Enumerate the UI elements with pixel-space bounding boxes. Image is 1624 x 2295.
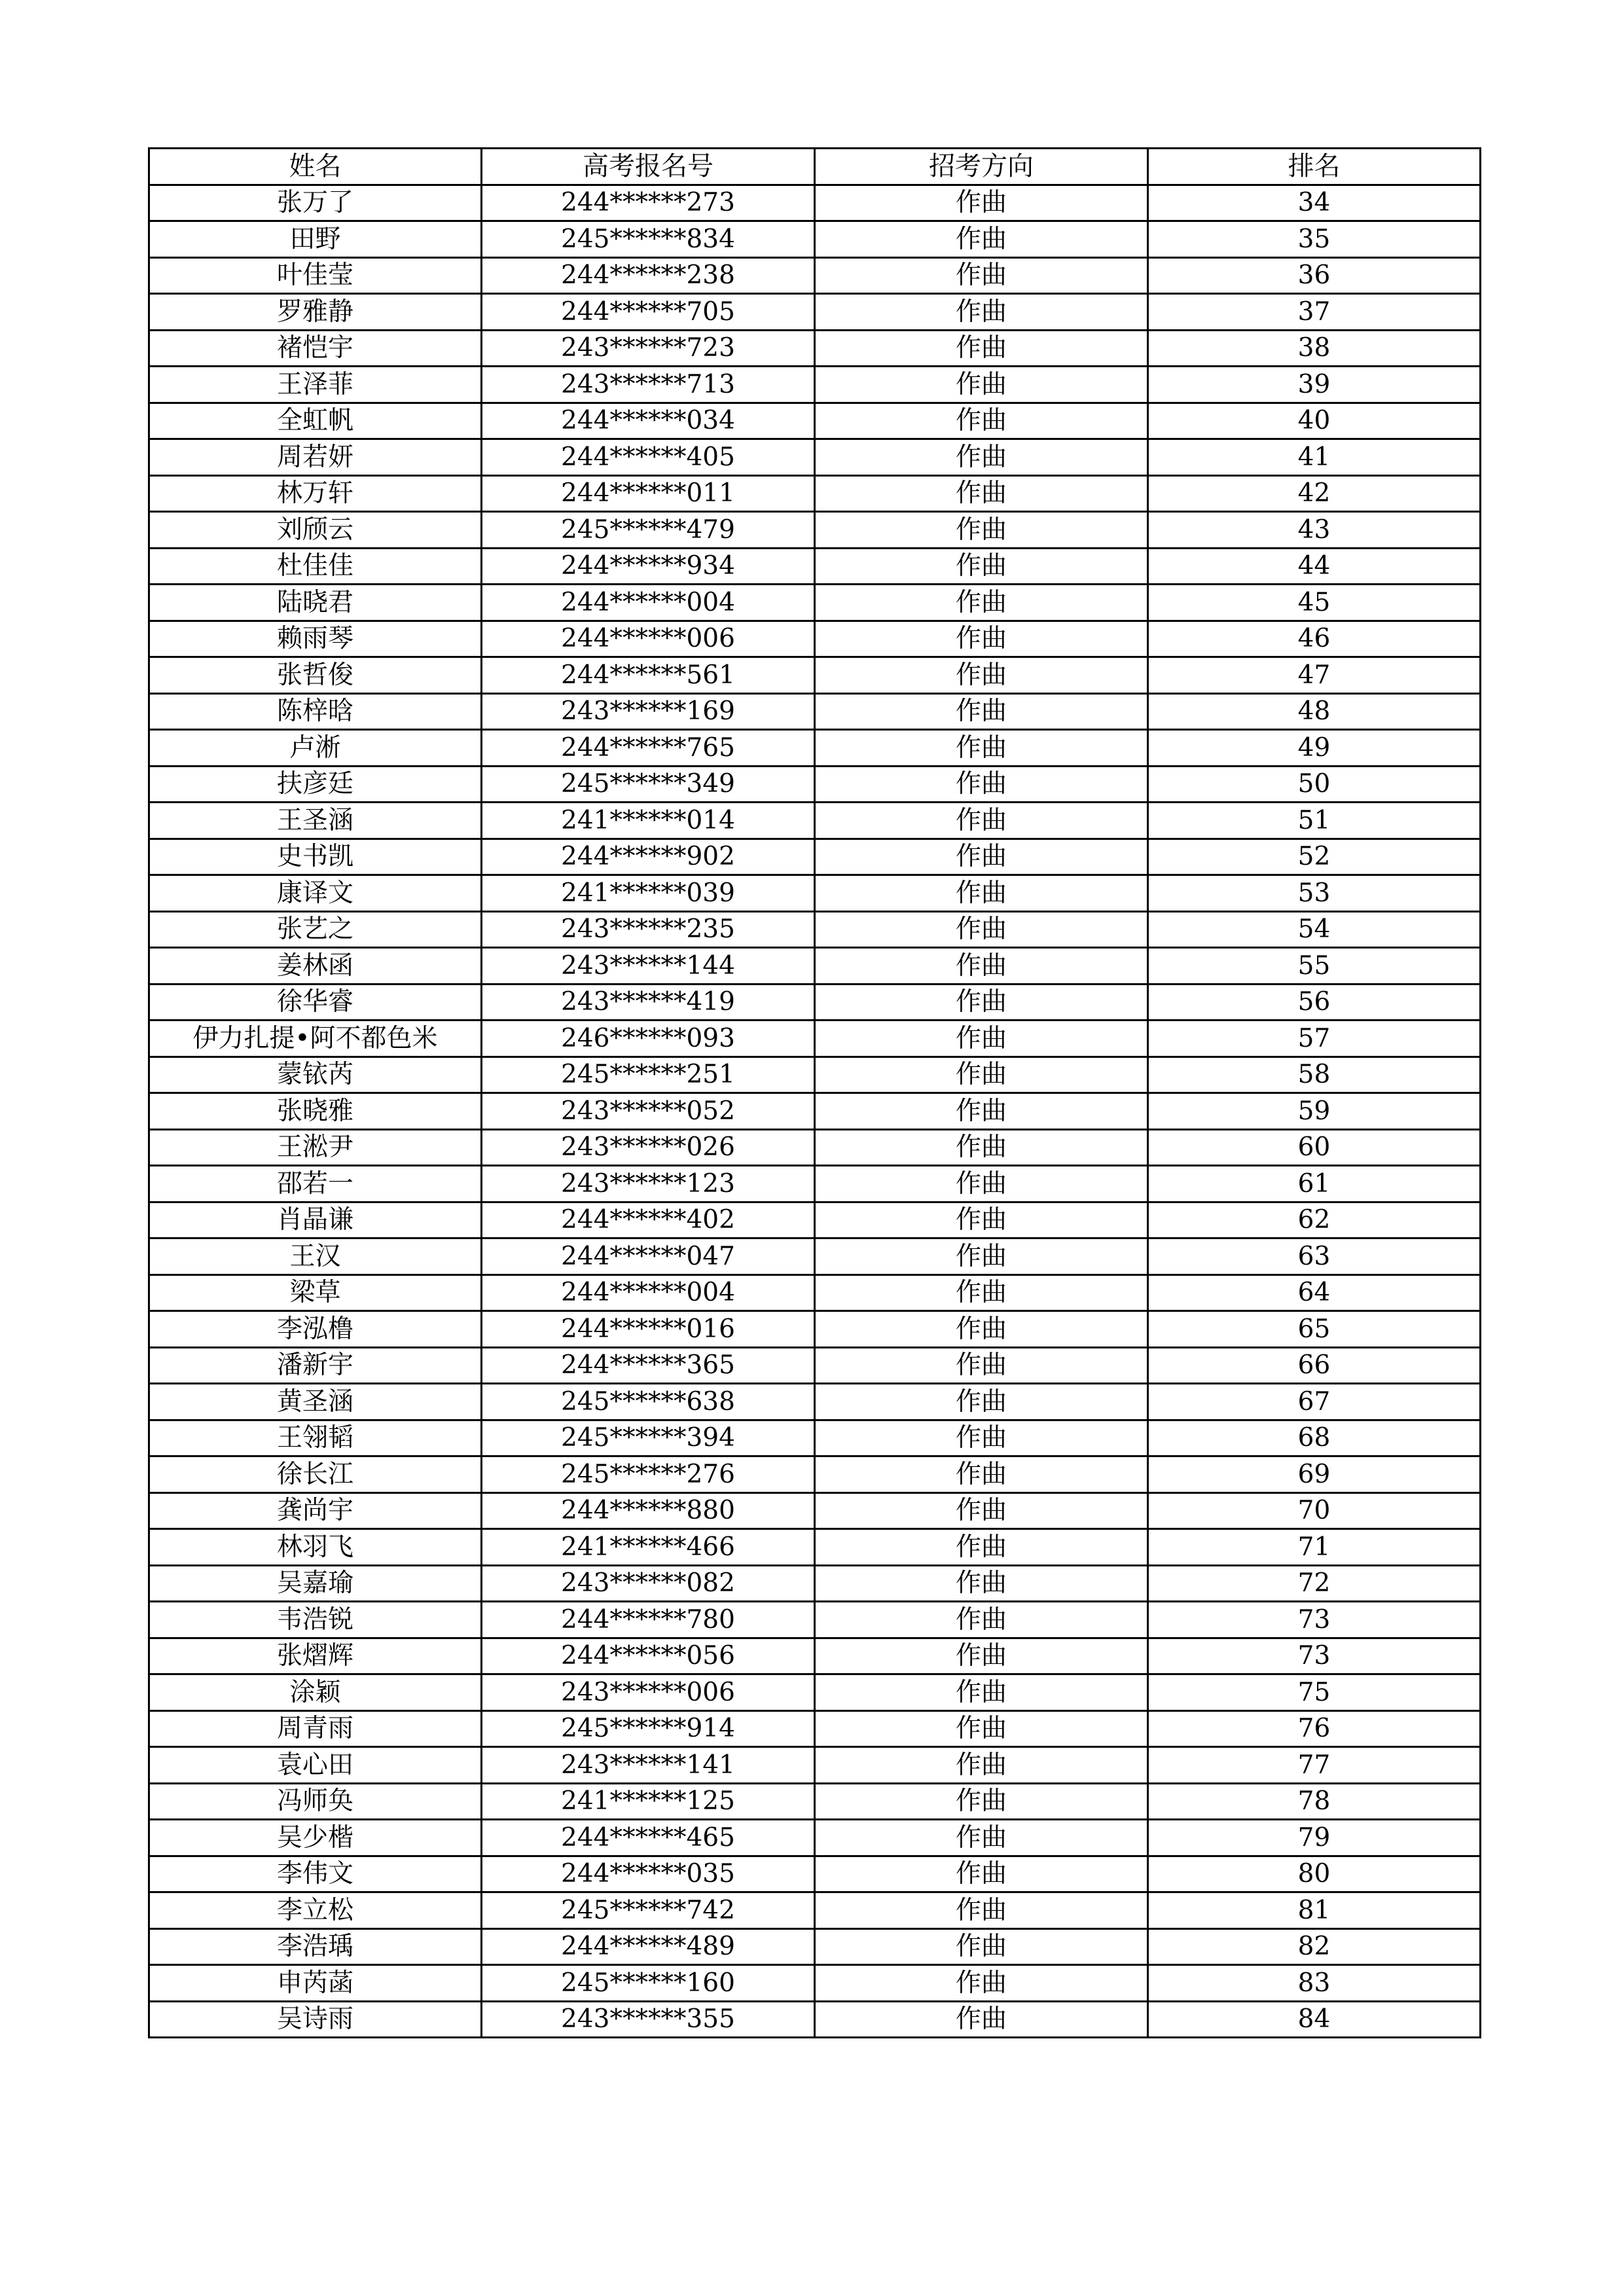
table-row bbox=[149, 548, 1481, 585]
cell-direction: 作曲 bbox=[815, 1311, 1148, 1348]
table-row bbox=[149, 1710, 1481, 1747]
table-row bbox=[149, 693, 1481, 730]
cell-rank: 68 bbox=[1148, 1420, 1481, 1456]
cell-rank: 50 bbox=[1148, 766, 1481, 803]
cell-rank: 63 bbox=[1148, 1238, 1481, 1275]
cell-direction: 作曲 bbox=[815, 839, 1148, 875]
cell-name: 史书凯 bbox=[149, 839, 482, 875]
cell-exam-number: 244******402 bbox=[482, 1202, 815, 1238]
cell-rank: 59 bbox=[1148, 1093, 1481, 1130]
table-row bbox=[149, 330, 1481, 367]
cell-exam-number: 246******093 bbox=[482, 1021, 815, 1057]
header-exam-number: 高考报名号 bbox=[482, 149, 815, 185]
cell-rank: 83 bbox=[1148, 1965, 1481, 2002]
cell-direction: 作曲 bbox=[815, 221, 1148, 258]
cell-exam-number: 243******006 bbox=[482, 1674, 815, 1711]
header-rank: 排名 bbox=[1148, 149, 1481, 185]
header-direction: 招考方向 bbox=[815, 149, 1148, 185]
cell-exam-number: 241******014 bbox=[482, 803, 815, 839]
table-row bbox=[149, 984, 1481, 1021]
table-row bbox=[149, 403, 1481, 439]
cell-name: 刘颀云 bbox=[149, 512, 482, 549]
cell-exam-number: 244******034 bbox=[482, 403, 815, 439]
cell-rank: 39 bbox=[1148, 367, 1481, 403]
cell-direction: 作曲 bbox=[815, 1565, 1148, 1602]
cell-name: 叶佳莹 bbox=[149, 257, 482, 294]
table-row bbox=[149, 294, 1481, 331]
cell-direction: 作曲 bbox=[815, 1928, 1148, 1965]
table-row bbox=[149, 1820, 1481, 1856]
cell-direction: 作曲 bbox=[815, 585, 1148, 621]
cell-name: 扶彦廷 bbox=[149, 766, 482, 803]
cell-exam-number: 241******125 bbox=[482, 1783, 815, 1820]
table-row bbox=[149, 1311, 1481, 1348]
cell-name: 邵若一 bbox=[149, 1166, 482, 1202]
cell-name: 张万了 bbox=[149, 185, 482, 221]
table-row bbox=[149, 1674, 1481, 1711]
cell-name: 王淞尹 bbox=[149, 1129, 482, 1166]
cell-rank: 84 bbox=[1148, 2001, 1481, 2038]
table-row bbox=[149, 1565, 1481, 1602]
table-header-row bbox=[149, 149, 1481, 185]
cell-exam-number: 244******465 bbox=[482, 1820, 815, 1856]
cell-direction: 作曲 bbox=[815, 1602, 1148, 1638]
cell-rank: 38 bbox=[1148, 330, 1481, 367]
cell-direction: 作曲 bbox=[815, 1021, 1148, 1057]
table-row bbox=[149, 221, 1481, 258]
cell-rank: 37 bbox=[1148, 294, 1481, 331]
table-row bbox=[149, 1202, 1481, 1238]
cell-exam-number: 245******834 bbox=[482, 221, 815, 258]
cell-rank: 56 bbox=[1148, 984, 1481, 1021]
cell-name: 黄圣涵 bbox=[149, 1384, 482, 1420]
cell-rank: 81 bbox=[1148, 1892, 1481, 1929]
cell-direction: 作曲 bbox=[815, 1166, 1148, 1202]
cell-rank: 80 bbox=[1148, 1856, 1481, 1892]
table-row bbox=[149, 1638, 1481, 1674]
cell-rank: 46 bbox=[1148, 621, 1481, 657]
table-row bbox=[149, 439, 1481, 476]
cell-name: 蒙铱芮 bbox=[149, 1057, 482, 1093]
cell-rank: 42 bbox=[1148, 475, 1481, 512]
cell-rank: 65 bbox=[1148, 1311, 1481, 1348]
cell-name: 徐长江 bbox=[149, 1456, 482, 1493]
cell-exam-number: 244******238 bbox=[482, 257, 815, 294]
cell-direction: 作曲 bbox=[815, 1420, 1148, 1456]
cell-direction: 作曲 bbox=[815, 984, 1148, 1021]
cell-rank: 78 bbox=[1148, 1783, 1481, 1820]
cell-rank: 60 bbox=[1148, 1129, 1481, 1166]
cell-exam-number: 244******006 bbox=[482, 621, 815, 657]
cell-exam-number: 244******405 bbox=[482, 439, 815, 476]
cell-direction: 作曲 bbox=[815, 1965, 1148, 2002]
cell-rank: 62 bbox=[1148, 1202, 1481, 1238]
cell-rank: 51 bbox=[1148, 803, 1481, 839]
cell-exam-number: 245******160 bbox=[482, 1965, 815, 2002]
table-row bbox=[149, 1274, 1481, 1311]
table-row bbox=[149, 621, 1481, 657]
cell-rank: 47 bbox=[1148, 657, 1481, 694]
cell-direction: 作曲 bbox=[815, 875, 1148, 912]
cell-name: 申芮菡 bbox=[149, 1965, 482, 2002]
cell-direction: 作曲 bbox=[815, 475, 1148, 512]
cell-rank: 61 bbox=[1148, 1166, 1481, 1202]
table-row bbox=[149, 585, 1481, 621]
cell-direction: 作曲 bbox=[815, 1710, 1148, 1747]
table-row bbox=[149, 1747, 1481, 1784]
cell-direction: 作曲 bbox=[815, 1202, 1148, 1238]
table-row bbox=[149, 257, 1481, 294]
table-row bbox=[149, 657, 1481, 694]
cell-name: 褚恺宇 bbox=[149, 330, 482, 367]
table-row bbox=[149, 1238, 1481, 1275]
cell-rank: 57 bbox=[1148, 1021, 1481, 1057]
cell-exam-number: 245******742 bbox=[482, 1892, 815, 1929]
cell-direction: 作曲 bbox=[815, 693, 1148, 730]
table-row bbox=[149, 1384, 1481, 1420]
cell-exam-number: 245******638 bbox=[482, 1384, 815, 1420]
cell-direction: 作曲 bbox=[815, 2001, 1148, 2038]
table-row bbox=[149, 1456, 1481, 1493]
cell-rank: 52 bbox=[1148, 839, 1481, 875]
cell-name: 林万轩 bbox=[149, 475, 482, 512]
cell-name: 林羽飞 bbox=[149, 1529, 482, 1566]
cell-direction: 作曲 bbox=[815, 657, 1148, 694]
cell-rank: 70 bbox=[1148, 1492, 1481, 1529]
table-row bbox=[149, 1529, 1481, 1566]
cell-exam-number: 244******047 bbox=[482, 1238, 815, 1275]
cell-exam-number: 244******016 bbox=[482, 1311, 815, 1348]
cell-direction: 作曲 bbox=[815, 512, 1148, 549]
cell-name: 周若妍 bbox=[149, 439, 482, 476]
cell-rank: 82 bbox=[1148, 1928, 1481, 1965]
cell-direction: 作曲 bbox=[815, 766, 1148, 803]
cell-name: 王圣涵 bbox=[149, 803, 482, 839]
cell-name: 李伟文 bbox=[149, 1856, 482, 1892]
cell-rank: 34 bbox=[1148, 185, 1481, 221]
cell-name: 肖晶谦 bbox=[149, 1202, 482, 1238]
cell-rank: 58 bbox=[1148, 1057, 1481, 1093]
cell-exam-number: 245******349 bbox=[482, 766, 815, 803]
cell-direction: 作曲 bbox=[815, 257, 1148, 294]
cell-exam-number: 241******039 bbox=[482, 875, 815, 912]
cell-direction: 作曲 bbox=[815, 1093, 1148, 1130]
cell-name: 冯师奂 bbox=[149, 1783, 482, 1820]
table-row bbox=[149, 1420, 1481, 1456]
cell-direction: 作曲 bbox=[815, 1892, 1148, 1929]
cell-exam-number: 244******934 bbox=[482, 548, 815, 585]
cell-name: 王汉 bbox=[149, 1238, 482, 1275]
cell-name: 梁草 bbox=[149, 1274, 482, 1311]
cell-direction: 作曲 bbox=[815, 185, 1148, 221]
table-row bbox=[149, 1965, 1481, 2002]
cell-exam-number: 245******914 bbox=[482, 1710, 815, 1747]
table-row bbox=[149, 185, 1481, 221]
cell-rank: 76 bbox=[1148, 1710, 1481, 1747]
cell-rank: 73 bbox=[1148, 1638, 1481, 1674]
cell-direction: 作曲 bbox=[815, 367, 1148, 403]
cell-name: 韦浩锐 bbox=[149, 1602, 482, 1638]
cell-exam-number: 244******035 bbox=[482, 1856, 815, 1892]
cell-name: 罗雅静 bbox=[149, 294, 482, 331]
table-row bbox=[149, 1928, 1481, 1965]
cell-exam-number: 244******365 bbox=[482, 1347, 815, 1384]
cell-direction: 作曲 bbox=[815, 1638, 1148, 1674]
cell-name: 田野 bbox=[149, 221, 482, 258]
cell-rank: 53 bbox=[1148, 875, 1481, 912]
cell-exam-number: 243******235 bbox=[482, 911, 815, 948]
cell-name: 涂颖 bbox=[149, 1674, 482, 1711]
cell-exam-number: 243******169 bbox=[482, 693, 815, 730]
cell-rank: 77 bbox=[1148, 1747, 1481, 1784]
cell-exam-number: 244******880 bbox=[482, 1492, 815, 1529]
cell-name: 赖雨琴 bbox=[149, 621, 482, 657]
cell-exam-number: 245******394 bbox=[482, 1420, 815, 1456]
cell-exam-number: 243******419 bbox=[482, 984, 815, 1021]
cell-exam-number: 244******489 bbox=[482, 1928, 815, 1965]
cell-rank: 45 bbox=[1148, 585, 1481, 621]
cell-direction: 作曲 bbox=[815, 1129, 1148, 1166]
table-row bbox=[149, 2001, 1481, 2038]
cell-exam-number: 244******765 bbox=[482, 730, 815, 767]
cell-rank: 43 bbox=[1148, 512, 1481, 549]
cell-direction: 作曲 bbox=[815, 403, 1148, 439]
cell-direction: 作曲 bbox=[815, 1492, 1148, 1529]
cell-exam-number: 243******123 bbox=[482, 1166, 815, 1202]
cell-direction: 作曲 bbox=[815, 330, 1148, 367]
cell-name: 李浩瑀 bbox=[149, 1928, 482, 1965]
table-row bbox=[149, 512, 1481, 549]
table-row bbox=[149, 803, 1481, 839]
table-row bbox=[149, 1129, 1481, 1166]
table-row bbox=[149, 1021, 1481, 1057]
cell-exam-number: 243******026 bbox=[482, 1129, 815, 1166]
cell-name: 陆晓君 bbox=[149, 585, 482, 621]
cell-rank: 44 bbox=[1148, 548, 1481, 585]
cell-exam-number: 245******479 bbox=[482, 512, 815, 549]
cell-direction: 作曲 bbox=[815, 1674, 1148, 1711]
cell-exam-number: 243******713 bbox=[482, 367, 815, 403]
cell-rank: 75 bbox=[1148, 1674, 1481, 1711]
table-row bbox=[149, 475, 1481, 512]
cell-name: 王泽菲 bbox=[149, 367, 482, 403]
cell-rank: 66 bbox=[1148, 1347, 1481, 1384]
table-row bbox=[149, 1856, 1481, 1892]
table-row bbox=[149, 766, 1481, 803]
cell-exam-number: 241******466 bbox=[482, 1529, 815, 1566]
table-row bbox=[149, 1166, 1481, 1202]
cell-name: 李泓橹 bbox=[149, 1311, 482, 1348]
cell-rank: 69 bbox=[1148, 1456, 1481, 1493]
table-row bbox=[149, 1602, 1481, 1638]
cell-rank: 48 bbox=[1148, 693, 1481, 730]
table-row bbox=[149, 367, 1481, 403]
cell-name: 姜林函 bbox=[149, 948, 482, 985]
cell-rank: 54 bbox=[1148, 911, 1481, 948]
table-body bbox=[149, 185, 1481, 2038]
cell-name: 李立松 bbox=[149, 1892, 482, 1929]
cell-rank: 49 bbox=[1148, 730, 1481, 767]
cell-direction: 作曲 bbox=[815, 294, 1148, 331]
cell-name: 张哲俊 bbox=[149, 657, 482, 694]
cell-direction: 作曲 bbox=[815, 1783, 1148, 1820]
cell-exam-number: 244******273 bbox=[482, 185, 815, 221]
table-row bbox=[149, 839, 1481, 875]
cell-rank: 67 bbox=[1148, 1384, 1481, 1420]
cell-name: 徐华睿 bbox=[149, 984, 482, 1021]
cell-rank: 41 bbox=[1148, 439, 1481, 476]
table-row bbox=[149, 1783, 1481, 1820]
cell-rank: 40 bbox=[1148, 403, 1481, 439]
ranking-table bbox=[148, 147, 1481, 2038]
cell-direction: 作曲 bbox=[815, 1238, 1148, 1275]
cell-direction: 作曲 bbox=[815, 1347, 1148, 1384]
cell-exam-number: 243******141 bbox=[482, 1747, 815, 1784]
header-name: 姓名 bbox=[149, 149, 482, 185]
cell-direction: 作曲 bbox=[815, 1274, 1148, 1311]
cell-exam-number: 244******780 bbox=[482, 1602, 815, 1638]
table-row bbox=[149, 1492, 1481, 1529]
cell-exam-number: 244******004 bbox=[482, 1274, 815, 1311]
cell-rank: 79 bbox=[1148, 1820, 1481, 1856]
cell-rank: 71 bbox=[1148, 1529, 1481, 1566]
cell-name: 吴诗雨 bbox=[149, 2001, 482, 2038]
cell-name: 张艺之 bbox=[149, 911, 482, 948]
cell-exam-number: 244******004 bbox=[482, 585, 815, 621]
cell-exam-number: 245******276 bbox=[482, 1456, 815, 1493]
cell-direction: 作曲 bbox=[815, 803, 1148, 839]
cell-exam-number: 244******011 bbox=[482, 475, 815, 512]
cell-exam-number: 243******082 bbox=[482, 1565, 815, 1602]
cell-direction: 作曲 bbox=[815, 1456, 1148, 1493]
cell-name: 全虹帆 bbox=[149, 403, 482, 439]
table-row bbox=[149, 875, 1481, 912]
cell-direction: 作曲 bbox=[815, 1529, 1148, 1566]
cell-name: 陈梓晗 bbox=[149, 693, 482, 730]
cell-name: 卢淅 bbox=[149, 730, 482, 767]
table-row bbox=[149, 1347, 1481, 1384]
cell-direction: 作曲 bbox=[815, 1384, 1148, 1420]
cell-exam-number: 243******144 bbox=[482, 948, 815, 985]
cell-exam-number: 244******056 bbox=[482, 1638, 815, 1674]
cell-exam-number: 245******251 bbox=[482, 1057, 815, 1093]
cell-direction: 作曲 bbox=[815, 1820, 1148, 1856]
cell-exam-number: 243******723 bbox=[482, 330, 815, 367]
cell-name: 吴少楷 bbox=[149, 1820, 482, 1856]
table-row bbox=[149, 1892, 1481, 1929]
cell-rank: 35 bbox=[1148, 221, 1481, 258]
cell-name: 张晓雅 bbox=[149, 1093, 482, 1130]
table-row bbox=[149, 948, 1481, 985]
cell-name: 康译文 bbox=[149, 875, 482, 912]
cell-rank: 36 bbox=[1148, 257, 1481, 294]
cell-name: 张熠辉 bbox=[149, 1638, 482, 1674]
cell-name: 杜佳佳 bbox=[149, 548, 482, 585]
cell-name: 伊力扎提•阿不都色米 bbox=[149, 1021, 482, 1057]
cell-exam-number: 243******052 bbox=[482, 1093, 815, 1130]
cell-direction: 作曲 bbox=[815, 548, 1148, 585]
cell-rank: 73 bbox=[1148, 1602, 1481, 1638]
cell-direction: 作曲 bbox=[815, 730, 1148, 767]
cell-exam-number: 244******705 bbox=[482, 294, 815, 331]
cell-direction: 作曲 bbox=[815, 1747, 1148, 1784]
cell-name: 龚尚宇 bbox=[149, 1492, 482, 1529]
table-row bbox=[149, 1057, 1481, 1093]
cell-name: 袁心田 bbox=[149, 1747, 482, 1784]
cell-name: 吴嘉瑜 bbox=[149, 1565, 482, 1602]
table-row bbox=[149, 730, 1481, 767]
cell-name: 潘新宇 bbox=[149, 1347, 482, 1384]
cell-direction: 作曲 bbox=[815, 1057, 1148, 1093]
cell-rank: 64 bbox=[1148, 1274, 1481, 1311]
cell-direction: 作曲 bbox=[815, 439, 1148, 476]
table-row bbox=[149, 911, 1481, 948]
cell-rank: 72 bbox=[1148, 1565, 1481, 1602]
cell-direction: 作曲 bbox=[815, 1856, 1148, 1892]
cell-exam-number: 243******355 bbox=[482, 2001, 815, 2038]
cell-rank: 55 bbox=[1148, 948, 1481, 985]
cell-name: 周青雨 bbox=[149, 1710, 482, 1747]
cell-exam-number: 244******902 bbox=[482, 839, 815, 875]
table-row bbox=[149, 1093, 1481, 1130]
cell-name: 王翎韬 bbox=[149, 1420, 482, 1456]
cell-exam-number: 244******561 bbox=[482, 657, 815, 694]
cell-direction: 作曲 bbox=[815, 948, 1148, 985]
cell-direction: 作曲 bbox=[815, 621, 1148, 657]
cell-direction: 作曲 bbox=[815, 911, 1148, 948]
